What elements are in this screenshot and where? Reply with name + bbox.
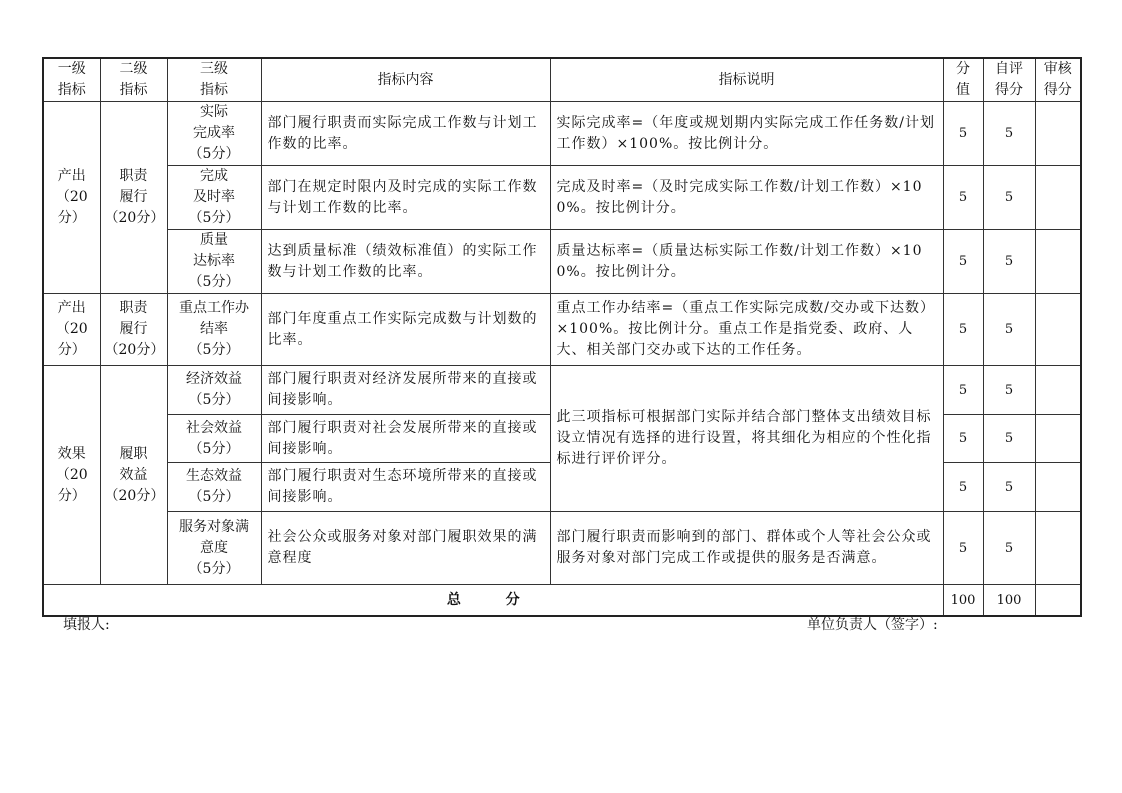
- header-score: 分 值: [943, 58, 983, 102]
- self-score-cell: 5: [983, 166, 1035, 230]
- score-cell: 5: [943, 166, 983, 230]
- desc-cell: 完成及时率=（及时完成实际工作数/计划工作数）×100%。按比例计分。: [550, 166, 943, 230]
- audit-score-cell[interactable]: [1035, 463, 1081, 512]
- content-cell: 部门在规定时限内及时完成的实际工作数与计划工作数的比率。: [261, 166, 550, 230]
- score-cell: 5: [943, 294, 983, 366]
- content-cell: 部门年度重点工作实际完成数与计划数的比率。: [261, 294, 550, 366]
- signer-label: 单位负责人（签字）:: [807, 617, 938, 633]
- score-cell: 5: [943, 102, 983, 166]
- shared-desc-cell: 此三项指标可根据部门实际并结合部门整体支出绩效目标设立情况有选择的进行设置，将其细化为相应的个性化指标进行评价评分。: [550, 366, 943, 512]
- l3-cell: 经济效益 （5分）: [167, 366, 261, 415]
- self-score-cell: 5: [983, 463, 1035, 512]
- header-desc: 指标说明: [550, 58, 943, 102]
- self-score-cell: 5: [983, 366, 1035, 415]
- total-row: [43, 585, 1081, 617]
- content-cell: 部门履行职责对经济发展所带来的直接或间接影响。: [261, 366, 550, 415]
- score-cell: 5: [943, 512, 983, 585]
- table-row: [43, 230, 1081, 294]
- header-self: 自评 得分: [983, 58, 1035, 102]
- content-cell: 部门履行职责而实际完成工作数与计划工作数的比率。: [261, 102, 550, 166]
- audit-score-cell[interactable]: [1035, 366, 1081, 415]
- l3-cell: 实际 完成率 （5分）: [167, 102, 261, 166]
- header-audit: 审核 得分: [1035, 58, 1081, 102]
- group3-l2: 履职 效益 （20分）: [100, 366, 167, 585]
- content-cell: 社会公众或服务对象对部门履职效果的满意程度: [261, 512, 550, 585]
- table-row: [43, 366, 1081, 415]
- desc-cell: 部门履行职责而影响到的部门、群体或个人等社会公众或服务对象对部门完成工作或提供的服务是否满意。: [550, 512, 943, 585]
- indicator-table: [42, 57, 1082, 617]
- l3-cell: 生态效益 （5分）: [167, 463, 261, 512]
- desc-cell: 重点工作办结率=（重点工作实际完成数/交办或下达数）×100%。按比例计分。重点工作是指党委、政府、人大、相关部门交办或下达的工作任务。: [550, 294, 943, 366]
- table-row: [43, 102, 1081, 166]
- l3-cell: 完成 及时率 （5分）: [167, 166, 261, 230]
- self-score-cell: 5: [983, 102, 1035, 166]
- group1-l1: 产出 （20 分）: [43, 102, 100, 294]
- header-l3: 三级 指标: [167, 58, 261, 102]
- audit-score-cell[interactable]: [1035, 102, 1081, 166]
- group2-l1: 产出 （20 分）: [43, 294, 100, 366]
- desc-cell: 质量达标率=（质量达标实际工作数/计划工作数）×100%。按比例计分。: [550, 230, 943, 294]
- audit-score-cell[interactable]: [1035, 294, 1081, 366]
- l3-cell: 社会效益 （5分）: [167, 415, 261, 463]
- self-score-cell: 5: [983, 415, 1035, 463]
- group3-l1: 效果 （20 分）: [43, 366, 100, 585]
- self-score-cell: 5: [983, 512, 1035, 585]
- group1-l2: 职责 履行 （20分）: [100, 102, 167, 294]
- group2-l2: 职责 履行 （20分）: [100, 294, 167, 366]
- total-score: 100: [943, 585, 983, 617]
- total-label: 总 分: [43, 585, 943, 617]
- score-cell: 5: [943, 366, 983, 415]
- content-cell: 部门履行职责对社会发展所带来的直接或间接影响。: [261, 415, 550, 463]
- table-row: [43, 294, 1081, 366]
- table-row: [43, 512, 1081, 585]
- self-score-cell: 5: [983, 294, 1035, 366]
- content-cell: 部门履行职责对生态环境所带来的直接或间接影响。: [261, 463, 550, 512]
- audit-score-cell[interactable]: [1035, 415, 1081, 463]
- l3-cell: 质量 达标率 （5分）: [167, 230, 261, 294]
- score-cell: 5: [943, 463, 983, 512]
- self-score-cell: 5: [983, 230, 1035, 294]
- header-l1: 一级 指标: [43, 58, 100, 102]
- header-l2: 二级 指标: [100, 58, 167, 102]
- audit-score-cell[interactable]: [1035, 166, 1081, 230]
- score-cell: 5: [943, 415, 983, 463]
- score-cell: 5: [943, 230, 983, 294]
- content-cell: 达到质量标准（绩效标准值）的实际工作数与计划工作数的比率。: [261, 230, 550, 294]
- audit-score-cell[interactable]: [1035, 512, 1081, 585]
- l3-cell: 重点工作办 结率 （5分）: [167, 294, 261, 366]
- evaluation-sheet: [42, 57, 1080, 617]
- table-row: [43, 166, 1081, 230]
- desc-cell: 实际完成率=（年度或规划期内实际完成工作任务数/计划工作数）×100%。按比例计分。: [550, 102, 943, 166]
- header-row: [43, 58, 1081, 102]
- audit-score-cell[interactable]: [1035, 230, 1081, 294]
- total-self-score: 100: [983, 585, 1035, 617]
- header-content: 指标内容: [261, 58, 550, 102]
- l3-cell: 服务对象满 意度 （5分）: [167, 512, 261, 585]
- total-audit-score[interactable]: [1035, 585, 1081, 617]
- filler-label: 填报人:: [63, 617, 110, 633]
